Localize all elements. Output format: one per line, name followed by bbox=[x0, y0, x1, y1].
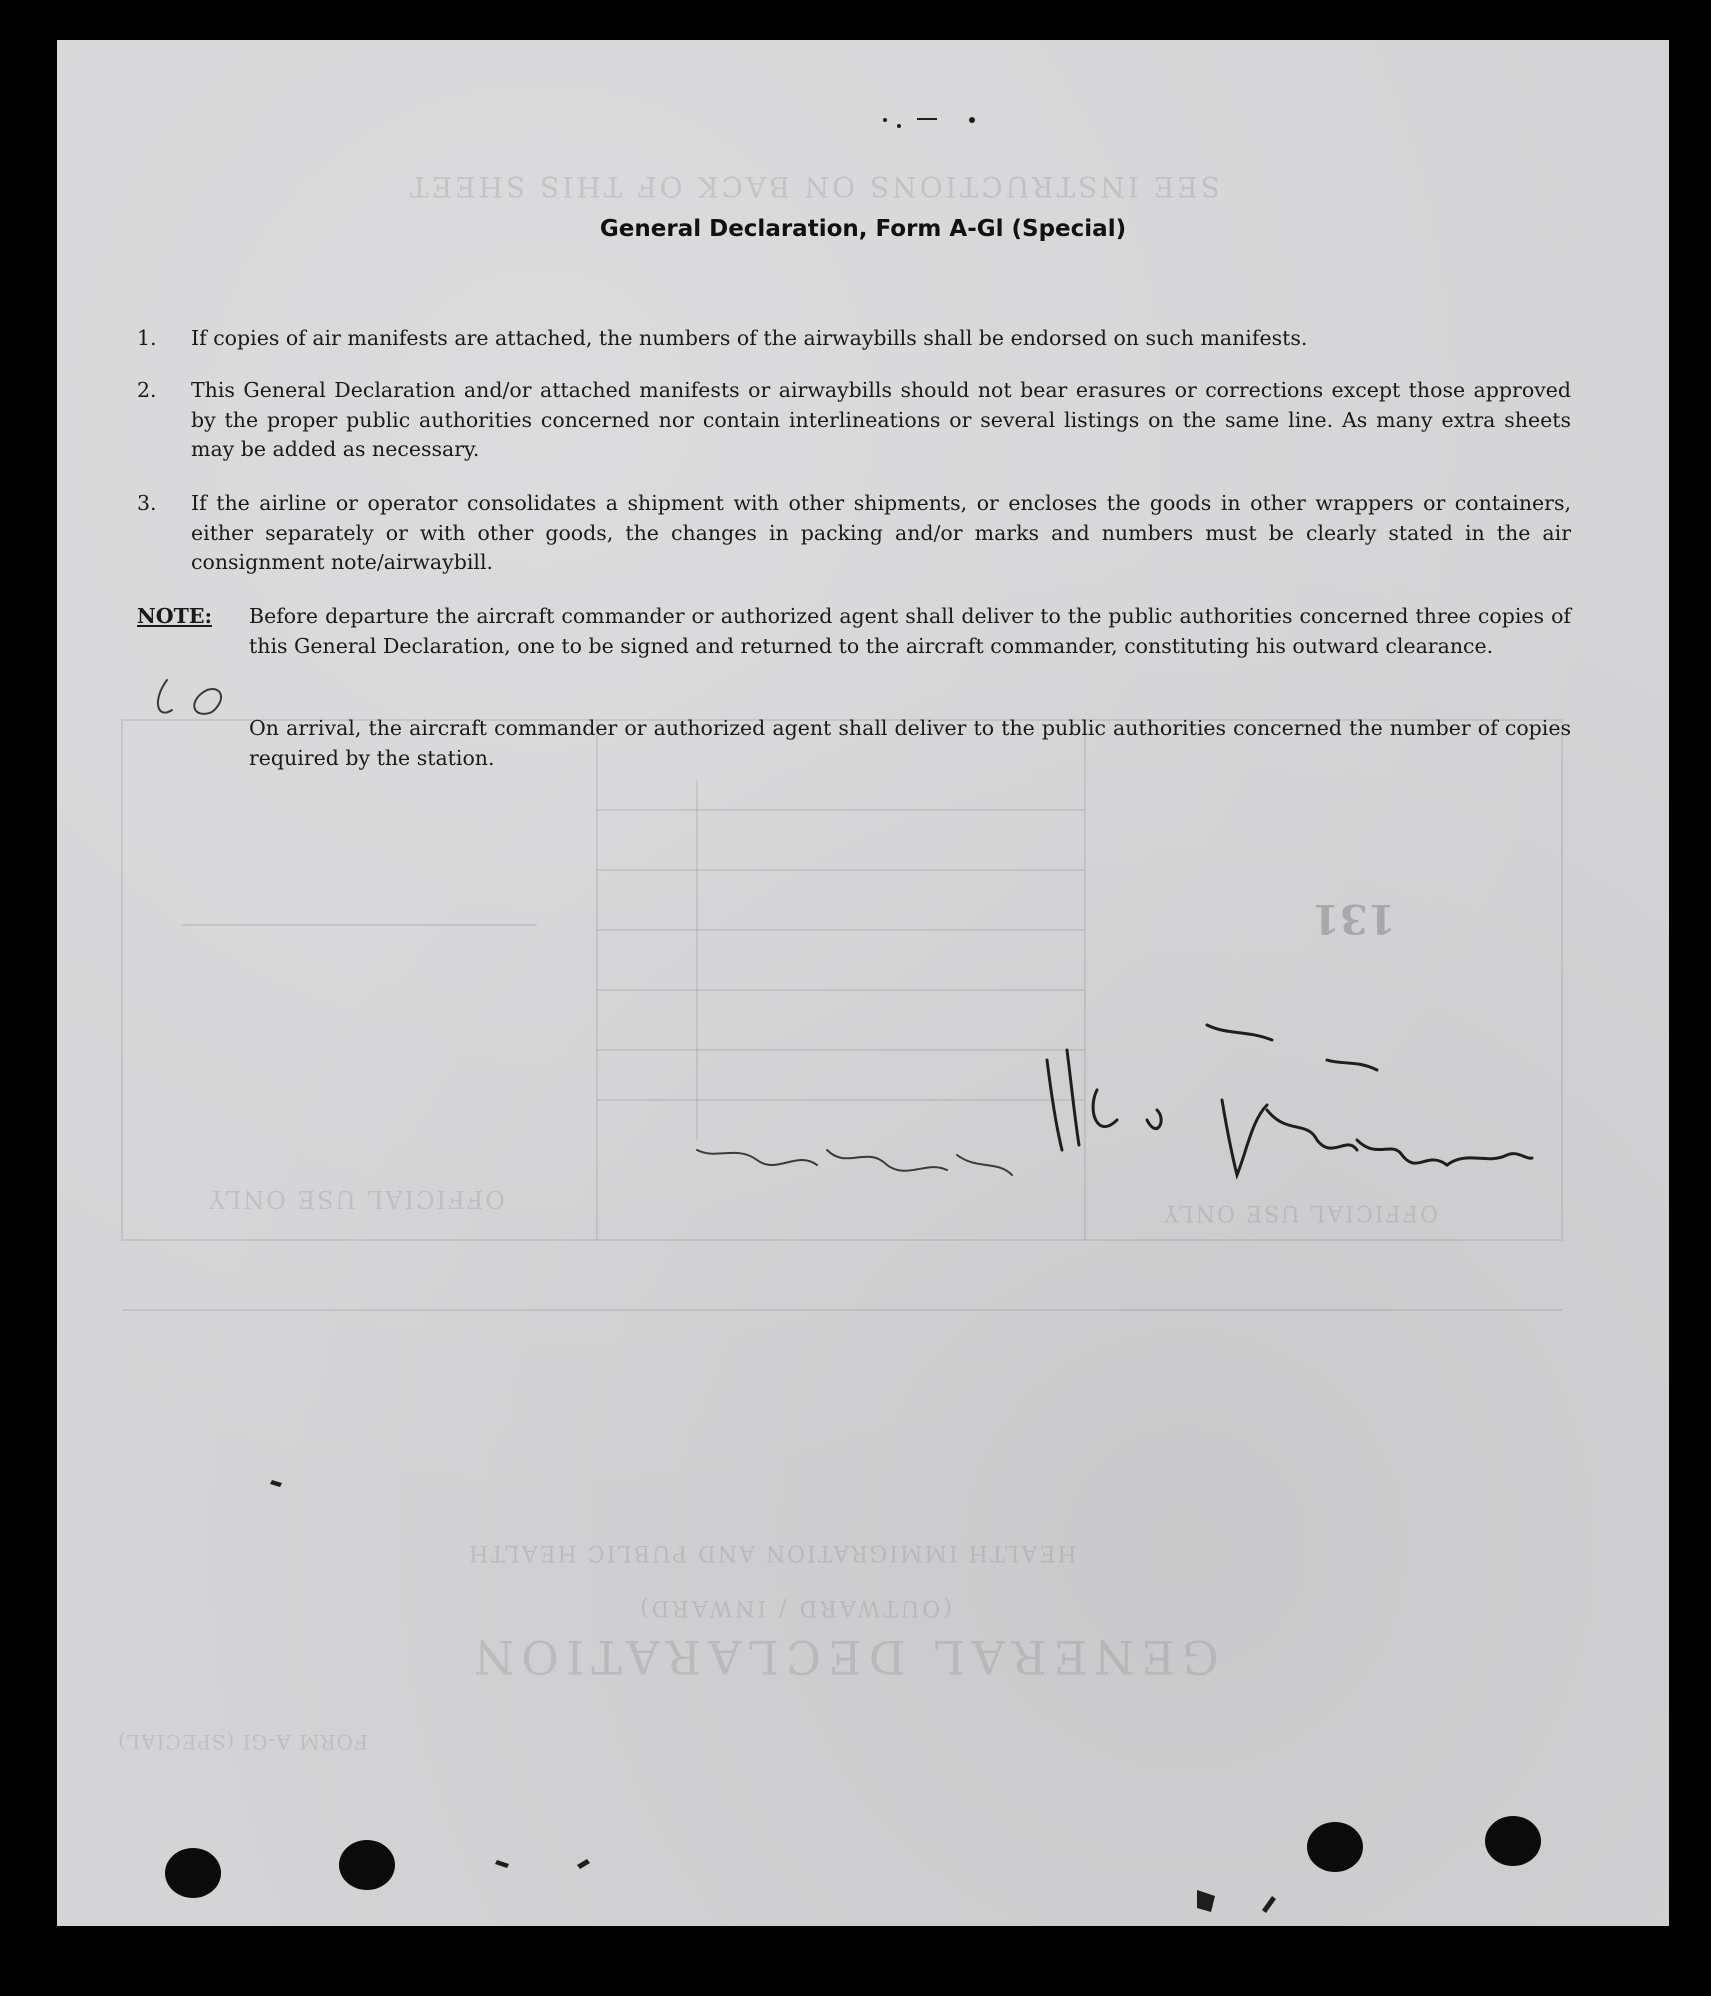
signature-main bbox=[57, 40, 1669, 1926]
bleed-top-line: SEE INSTRUCTIONS ON BACK OF THIS SHEET bbox=[407, 170, 1220, 203]
bleed-agencies: HEALTH IMMIGRATION AND PUBLIC HEALTH bbox=[467, 1540, 1077, 1565]
punch-hole bbox=[1307, 1822, 1363, 1872]
note-paragraph-2: On arrival, the aircraft commander or authorized agent shall deliver to the public authorities concerned the number of copies required by the station. bbox=[249, 716, 1571, 770]
item-text: This General Declaration and/or attached manifests or airwaybills should not bear erasures or corrections except those approved by the proper public authorities concerned nor contain interlineations or several listings on the same line. As many extra sheets may be added as necessary. bbox=[191, 378, 1571, 461]
document-title: General Declaration, Form A-Gl (Special) bbox=[599, 216, 1127, 242]
bleed-number: 131 bbox=[1312, 895, 1396, 942]
punch-hole bbox=[339, 1840, 395, 1890]
bleed-official-use-right: OFFICIAL USE ONLY bbox=[1162, 1200, 1438, 1225]
note-label: NOTE: bbox=[137, 604, 213, 628]
item-number: 3. bbox=[137, 491, 157, 515]
document-page bbox=[57, 40, 1669, 1926]
item-number: 1. bbox=[137, 326, 157, 350]
item-text: If copies of air manifests are attached, the numbers of the airwaybills shall be endorsed on such manifests. bbox=[191, 326, 1308, 350]
bleed-subtitle: (OUTWARD / INWARD) bbox=[637, 1595, 952, 1620]
punch-hole bbox=[165, 1848, 221, 1898]
item-text: If the airline or operator consolidates a shipment with other shipments, or encloses the goods in other wrappers or containers, either separately or with other goods, the changes in packing and/or marks and numbers must be clearly stated in the air consignment note/airwaybill. bbox=[191, 491, 1571, 574]
item-number: 2. bbox=[137, 378, 157, 402]
bleed-official-use-left: OFFICIAL USE ONLY bbox=[207, 1185, 505, 1213]
note-paragraph-1: Before departure the aircraft commander or authorized agent shall deliver to the public authorities concerned three copies of this General Declaration, one to be signed and returned to the aircraft commander, constituting his outward clearance. bbox=[249, 604, 1571, 658]
bleed-form-name: FORM A-GI (SPECIAL) bbox=[117, 1730, 368, 1754]
bleed-big-title: GENERAL DECLARATION bbox=[467, 1630, 1219, 1684]
punch-hole bbox=[1485, 1816, 1541, 1866]
